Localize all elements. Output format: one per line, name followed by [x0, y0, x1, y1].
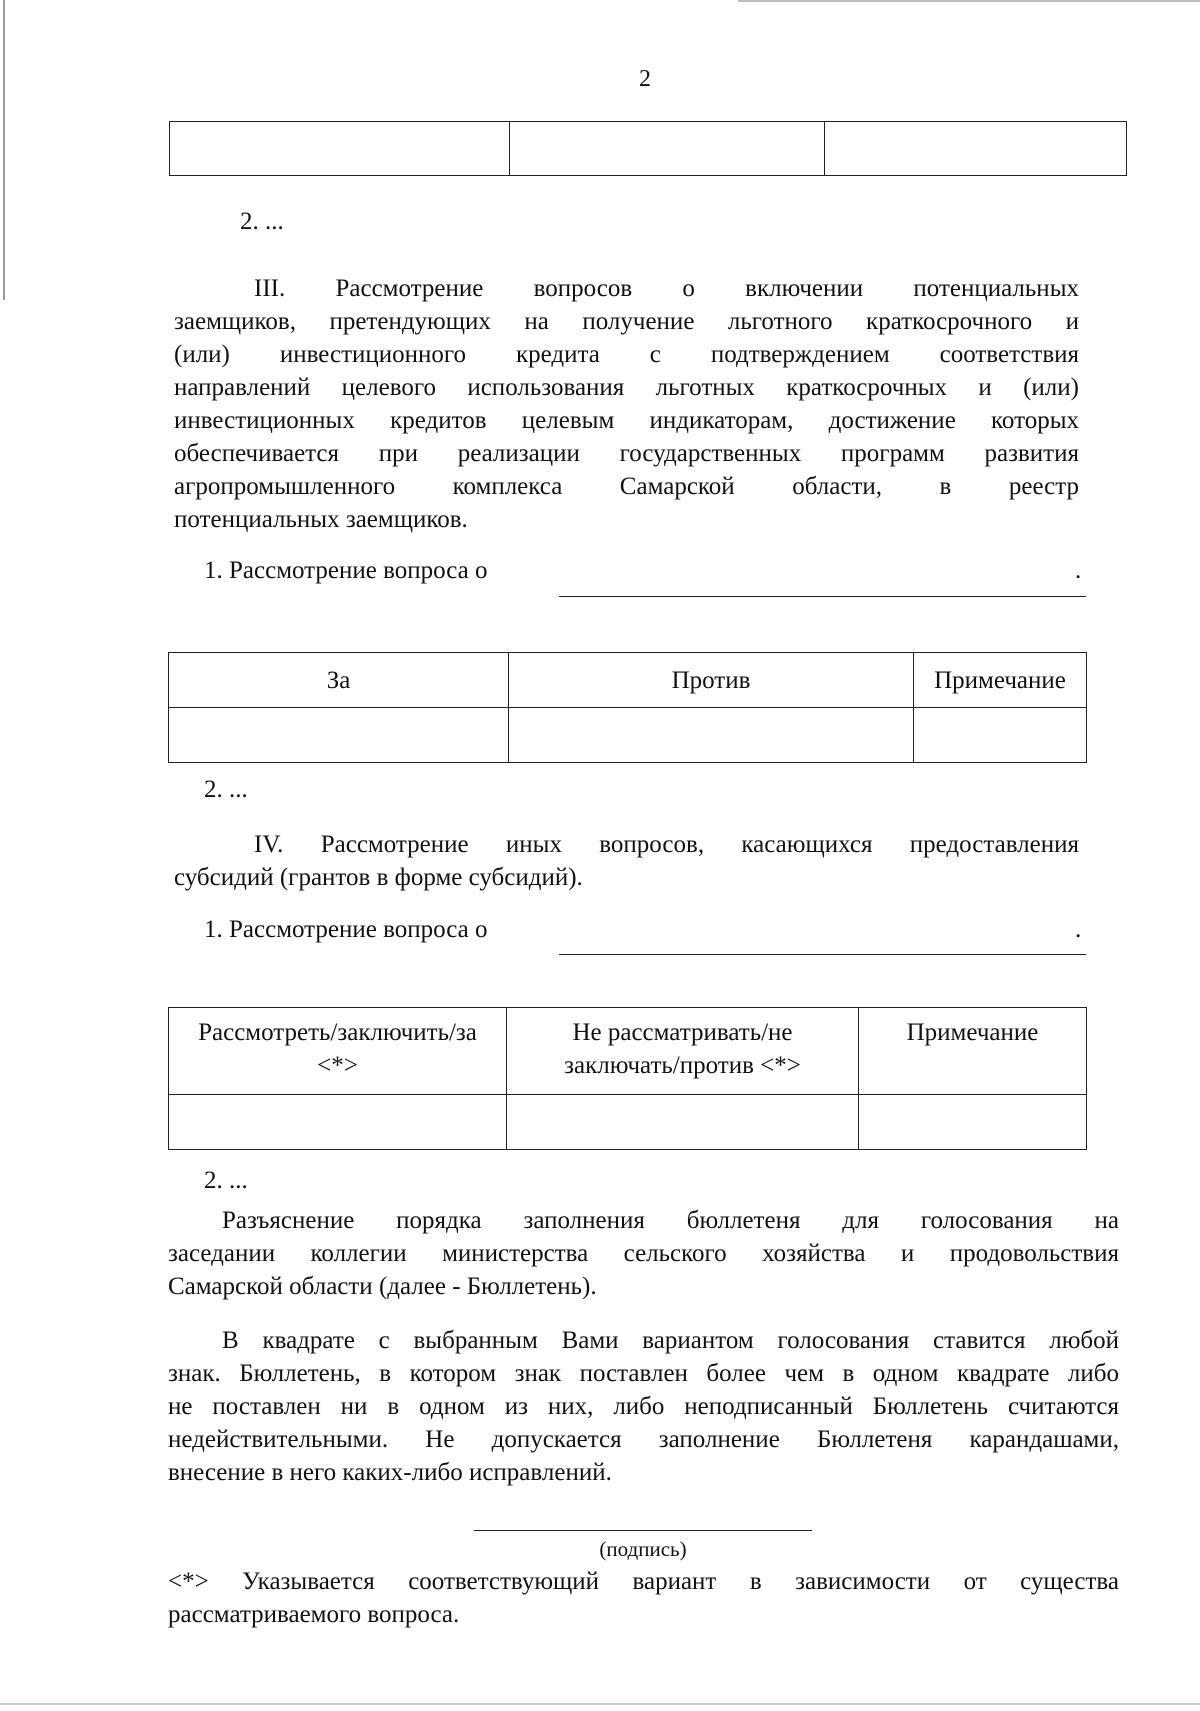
paragraph-line: внесение в него каких-либо исправлений.: [168, 1459, 612, 1486]
paragraph-line: заседании коллегии министерства сельского хозяйства и продовольствия: [168, 1240, 1119, 1267]
answer-blank-line: [559, 596, 1086, 597]
header-text: Рассмотреть/заключить/за: [198, 1019, 477, 1046]
paragraph-line: III. Рассмотрение вопросов о включении потенциальных: [254, 275, 1079, 302]
paragraph-line: обеспечивается при реализации государственных программ развития: [174, 440, 1079, 467]
decision-cell: [169, 1095, 507, 1150]
decision-table: [168, 1007, 1087, 1150]
vote-cell: [509, 708, 914, 763]
header-text: <*>: [317, 1052, 358, 1079]
header-text: Не рассматривать/не: [572, 1019, 793, 1046]
section-4-paragraph: [174, 828, 1079, 894]
footnote: [168, 1565, 1119, 1631]
column-header-note: Примечание: [859, 1008, 1087, 1095]
paragraph-line: Самарской области (далее - Бюллетень).: [168, 1273, 597, 1300]
section-3-paragraph: [174, 272, 1079, 536]
vote-cell: [914, 708, 1087, 763]
item-2-ellipsis: 2. ...: [204, 1167, 248, 1194]
item-2-ellipsis: 2. ...: [240, 208, 284, 235]
paragraph-line: IV. Рассмотрение иных вопросов, касающихся предоставления: [254, 831, 1079, 858]
paragraph-line: В квадрате с выбранным Вами вариантом голосования ставится любой: [222, 1327, 1119, 1354]
decision-cell: [507, 1095, 859, 1150]
footnote-line: рассматриваемого вопроса.: [168, 1601, 460, 1628]
paragraph-line: недействительными. Не допускается заполнение Бюллетеня карандашами,: [168, 1426, 1119, 1453]
item-2-ellipsis: 2. ...: [204, 776, 248, 803]
scan-edge-left: [3, 0, 5, 300]
signature-label: (подпись): [599, 1537, 687, 1561]
explanation-paragraph: [168, 1204, 1119, 1303]
vote-cell: [169, 708, 509, 763]
paragraph-line: заемщиков, претендующих на получение льготного краткосрочного и: [174, 308, 1079, 335]
paragraph-line: не поставлен ни в одном из них, либо неподписанный Бюллетень считаются: [168, 1393, 1119, 1420]
paragraph-line: инвестиционных кредитов целевым индикаторам, достижение которых: [174, 407, 1079, 434]
paragraph-line: (или) инвестиционного кредита с подтверждением соответствия: [174, 341, 1079, 368]
scan-edge-top: [738, 0, 1200, 2]
paragraph-line: Разъяснение порядка заполнения бюллетеня для голосования на: [222, 1207, 1119, 1234]
footnote-line: <*> Указывается соответствующий вариант в зависимости от существа: [168, 1568, 1119, 1595]
table-cell: [170, 122, 510, 176]
answer-blank-line: [559, 954, 1086, 955]
paragraph-line: агропромышленного комплекса Самарской области, в реестр: [174, 473, 1079, 500]
column-header-against: Против: [509, 653, 914, 708]
page-number: 2: [639, 66, 651, 92]
column-header-for: За: [169, 653, 509, 708]
decision-cell: [859, 1095, 1087, 1150]
scan-edge-bottom: [0, 1703, 1200, 1705]
rules-paragraph: [168, 1324, 1119, 1489]
table-cell: [825, 122, 1127, 176]
column-header-reject: [507, 1008, 859, 1095]
paragraph-line: направлений целевого использования льготных краткосрочных и (или): [174, 374, 1079, 401]
question-period: .: [1075, 916, 1082, 943]
table-cell: [510, 122, 825, 176]
question-label: 1. Рассмотрение вопроса о: [204, 557, 488, 584]
column-header-note: Примечание: [914, 653, 1087, 708]
question-label: 1. Рассмотрение вопроса о: [204, 916, 488, 943]
top-empty-table: [169, 121, 1127, 176]
question-period: .: [1075, 557, 1082, 584]
header-text: заключать/против <*>: [564, 1052, 801, 1079]
vote-table: [168, 652, 1087, 763]
paragraph-line: субсидий (грантов в форме субсидий).: [174, 864, 583, 891]
signature-line: [474, 1530, 812, 1531]
paragraph-line: потенциальных заемщиков.: [174, 506, 468, 533]
paragraph-line: знак. Бюллетень, в котором знак поставлен более чем в одном квадрате либо: [168, 1360, 1119, 1387]
column-header-approve: [169, 1008, 507, 1095]
